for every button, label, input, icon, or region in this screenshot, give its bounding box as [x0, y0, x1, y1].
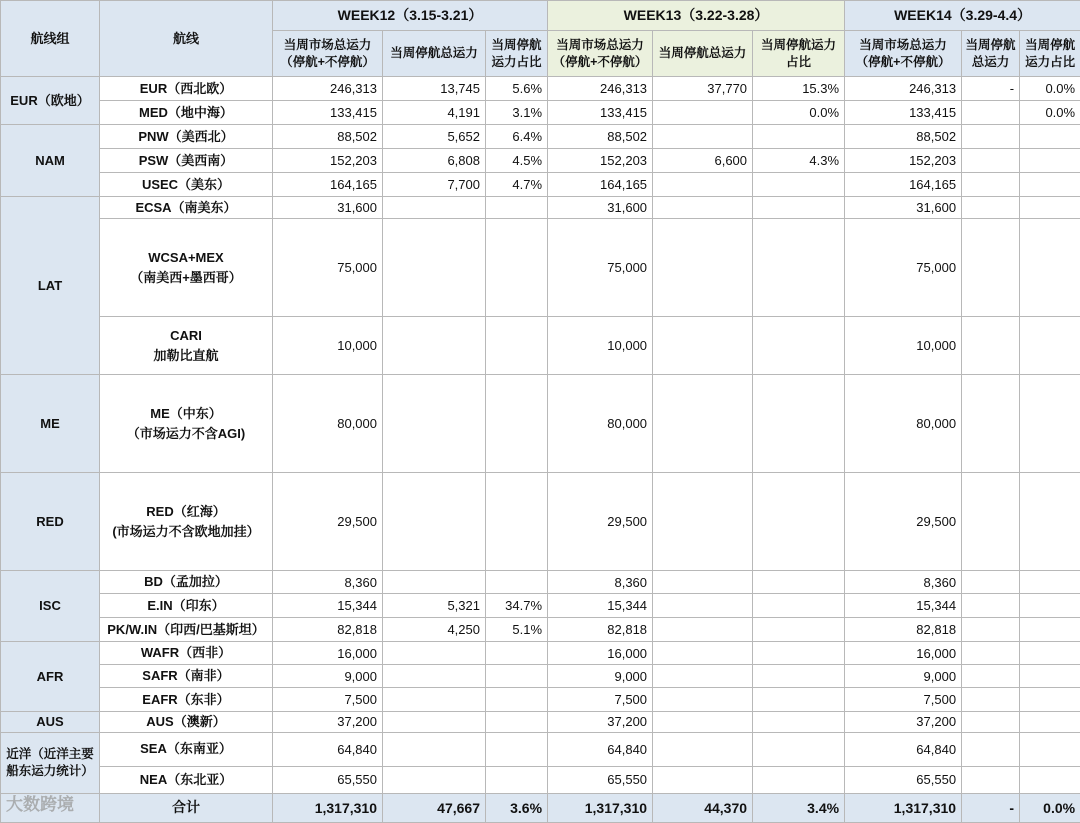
cell: 164,165 [548, 173, 653, 197]
cell [1020, 642, 1080, 665]
header-w13-ratio: 当周停航运力占比 [753, 31, 845, 77]
cell: 65,550 [273, 766, 383, 793]
cell [653, 173, 753, 197]
cell [962, 219, 1020, 317]
route-desc: (市场运力不含欧地加挂） [104, 522, 268, 542]
cell [383, 219, 486, 317]
cell [653, 101, 753, 125]
cell [653, 642, 753, 665]
table-row [1, 571, 1080, 594]
cell: 164,165 [845, 173, 962, 197]
table-row [1, 149, 1080, 173]
header-w13-suspended: 当周停航总运力 [653, 31, 753, 77]
cell [962, 712, 1020, 733]
cell [962, 473, 1020, 571]
cell [962, 642, 1020, 665]
cell: 75,000 [845, 219, 962, 317]
cell: 13,745 [383, 77, 486, 101]
table-row [1, 219, 1080, 317]
header-w14-suspended: 当周停航总运力 [962, 31, 1020, 77]
group-label: ME [1, 375, 100, 473]
group-label: AUS [1, 712, 100, 733]
cell [653, 618, 753, 642]
route-label [100, 317, 273, 375]
table-row [1, 317, 1080, 375]
cell: 64,840 [273, 732, 383, 766]
cell [1020, 473, 1080, 571]
table-row [1, 732, 1080, 766]
route-desc: （市场运力不含AGI) [104, 424, 268, 444]
cell: 246,313 [273, 77, 383, 101]
cell: 16,000 [548, 642, 653, 665]
cell: - [962, 77, 1020, 101]
cell: 164,165 [273, 173, 383, 197]
cell [753, 618, 845, 642]
cell: 6,808 [383, 149, 486, 173]
cell [753, 665, 845, 688]
total-cell: 44,370 [653, 793, 753, 822]
cell [1020, 375, 1080, 473]
cell [653, 688, 753, 712]
route-label: WAFR（西非） [100, 642, 273, 665]
cell [753, 197, 845, 219]
cell: 31,600 [845, 197, 962, 219]
cell [753, 317, 845, 375]
cell: 4.3% [753, 149, 845, 173]
cell: 7,500 [845, 688, 962, 712]
cell [486, 665, 548, 688]
cell: 7,500 [548, 688, 653, 712]
cell [383, 375, 486, 473]
cell: 6,600 [653, 149, 753, 173]
table-row [1, 125, 1080, 149]
total-row [1, 793, 1080, 822]
cell: 65,550 [845, 766, 962, 793]
cell: 6.4% [486, 125, 548, 149]
cell [962, 688, 1020, 712]
route-code: RED（红海） [104, 502, 268, 522]
cell [383, 665, 486, 688]
cell [1020, 766, 1080, 793]
route-label: ECSA（南美东） [100, 197, 273, 219]
route-code: ME（中东） [104, 404, 268, 424]
cell: 10,000 [548, 317, 653, 375]
table-row [1, 665, 1080, 688]
cell: 9,000 [273, 665, 383, 688]
header-w12-ratio: 当周停航运力占比 [486, 31, 548, 77]
cell: 80,000 [845, 375, 962, 473]
cell [653, 732, 753, 766]
cell [653, 571, 753, 594]
cell [962, 618, 1020, 642]
cell: 64,840 [548, 732, 653, 766]
route-label: BD（孟加拉） [100, 571, 273, 594]
route-label: PSW（美西南） [100, 149, 273, 173]
cell: 8,360 [845, 571, 962, 594]
total-cell: - [962, 793, 1020, 822]
group-label: ISC [1, 571, 100, 642]
cell [1020, 618, 1080, 642]
cell: 75,000 [273, 219, 383, 317]
cell: 80,000 [273, 375, 383, 473]
cell: 3.1% [486, 101, 548, 125]
header-w14-total: 当周市场总运力（停航+不停航） [845, 31, 962, 77]
cell: 0.0% [753, 101, 845, 125]
cell: 8,360 [548, 571, 653, 594]
total-cell: 1,317,310 [548, 793, 653, 822]
cell [486, 766, 548, 793]
cell: 10,000 [845, 317, 962, 375]
cell [486, 712, 548, 733]
cell: 4,250 [383, 618, 486, 642]
cell [962, 665, 1020, 688]
cell: 0.0% [1020, 101, 1080, 125]
cell: 64,840 [845, 732, 962, 766]
cell [1020, 317, 1080, 375]
cell [1020, 149, 1080, 173]
cell [962, 101, 1020, 125]
cell: 9,000 [548, 665, 653, 688]
cell: 5.1% [486, 618, 548, 642]
cell: 65,550 [548, 766, 653, 793]
cell [753, 173, 845, 197]
cell: 4,191 [383, 101, 486, 125]
cell [653, 766, 753, 793]
header-route-group: 航线组 [1, 1, 100, 77]
route-label: AUS（澳新） [100, 712, 273, 733]
cell: 5,652 [383, 125, 486, 149]
cell: 4.7% [486, 173, 548, 197]
cell: 152,203 [548, 149, 653, 173]
route-label [100, 219, 273, 317]
group-label: EUR（欧地） [1, 77, 100, 125]
cell [753, 766, 845, 793]
total-label: 合计 [100, 793, 273, 822]
cell [486, 473, 548, 571]
header-w12-suspended: 当周停航总运力 [383, 31, 486, 77]
cell [753, 642, 845, 665]
route-label: USEC（美东） [100, 173, 273, 197]
route-label [100, 473, 273, 571]
cell [653, 125, 753, 149]
route-label: SAFR（南非） [100, 665, 273, 688]
cell: 34.7% [486, 594, 548, 618]
cell: 29,500 [548, 473, 653, 571]
cell [1020, 594, 1080, 618]
route-label: NEA（东北亚） [100, 766, 273, 793]
cell: 37,770 [653, 77, 753, 101]
cell [753, 688, 845, 712]
cell [962, 732, 1020, 766]
route-label: SEA（东南亚） [100, 732, 273, 766]
cell [962, 375, 1020, 473]
table-row [1, 473, 1080, 571]
cell: 82,818 [273, 618, 383, 642]
cell [383, 571, 486, 594]
table-row [1, 712, 1080, 733]
cell [753, 219, 845, 317]
cell [486, 197, 548, 219]
group-label: 近洋（近洋主要船东运力统计） [1, 732, 100, 793]
table-row [1, 688, 1080, 712]
cell [962, 149, 1020, 173]
table-row [1, 642, 1080, 665]
header-week14: WEEK14（3.29-4.4） [845, 1, 1080, 31]
cell [1020, 712, 1080, 733]
cell: 7,500 [273, 688, 383, 712]
cell [383, 688, 486, 712]
cell: 75,000 [548, 219, 653, 317]
cell [753, 125, 845, 149]
cell [962, 197, 1020, 219]
cell [383, 197, 486, 219]
cell [486, 688, 548, 712]
cell: 0.0% [1020, 77, 1080, 101]
watermark-logo [6, 790, 74, 815]
cell [753, 571, 845, 594]
route-code: CARI [104, 326, 268, 346]
cell [486, 732, 548, 766]
cell: 16,000 [845, 642, 962, 665]
cell [753, 732, 845, 766]
cell [653, 665, 753, 688]
cell: 9,000 [845, 665, 962, 688]
cell [653, 473, 753, 571]
route-label: PNW（美西北） [100, 125, 273, 149]
cell [383, 732, 486, 766]
total-cell: 1,317,310 [845, 793, 962, 822]
cell [383, 712, 486, 733]
cell: 246,313 [845, 77, 962, 101]
total-cell: 0.0% [1020, 793, 1080, 822]
header-w12-total: 当周市场总运力（停航+不停航） [273, 31, 383, 77]
cell [653, 197, 753, 219]
cell [1020, 197, 1080, 219]
cell: 133,415 [273, 101, 383, 125]
cell [486, 219, 548, 317]
cell [753, 375, 845, 473]
route-desc: （南美西+墨西哥） [104, 268, 268, 288]
cell: 5.6% [486, 77, 548, 101]
cell: 37,200 [548, 712, 653, 733]
cell: 10,000 [273, 317, 383, 375]
table-row [1, 101, 1080, 125]
route-label: EAFR（东非） [100, 688, 273, 712]
route-label [100, 375, 273, 473]
table-row [1, 375, 1080, 473]
total-cell: 47,667 [383, 793, 486, 822]
group-label: NAM [1, 125, 100, 197]
cell: 133,415 [548, 101, 653, 125]
header-week13: WEEK13（3.22-3.28） [548, 1, 845, 31]
cell: 88,502 [845, 125, 962, 149]
cell: 88,502 [273, 125, 383, 149]
cell: 246,313 [548, 77, 653, 101]
route-label: PK/W.IN（印西/巴基斯坦） [100, 618, 273, 642]
cell [383, 473, 486, 571]
cell [1020, 125, 1080, 149]
cell [653, 317, 753, 375]
table-row [1, 618, 1080, 642]
cell [1020, 571, 1080, 594]
cell [753, 712, 845, 733]
header-week12: WEEK12（3.15-3.21） [273, 1, 548, 31]
route-label: MED（地中海） [100, 101, 273, 125]
header-w14-ratio: 当周停航运力占比 [1020, 31, 1080, 77]
cell [653, 219, 753, 317]
table-row [1, 766, 1080, 793]
cell: 7,700 [383, 173, 486, 197]
cell: 152,203 [273, 149, 383, 173]
group-label: RED [1, 473, 100, 571]
cell: 31,600 [548, 197, 653, 219]
cell: 152,203 [845, 149, 962, 173]
header-w13-total: 当周市场总运力（停航+不停航） [548, 31, 653, 77]
cell: 82,818 [548, 618, 653, 642]
cell: 80,000 [548, 375, 653, 473]
cell: 133,415 [845, 101, 962, 125]
cell [962, 317, 1020, 375]
table-row [1, 197, 1080, 219]
watermark-text: 大数跨境 [6, 795, 74, 814]
cell [383, 317, 486, 375]
route-code: WCSA+MEX [104, 248, 268, 268]
group-label: LAT [1, 197, 100, 375]
table-row [1, 594, 1080, 618]
table-row [1, 173, 1080, 197]
cell: 37,200 [845, 712, 962, 733]
cell [653, 712, 753, 733]
cell: 15.3% [753, 77, 845, 101]
cell: 37,200 [273, 712, 383, 733]
cell: 8,360 [273, 571, 383, 594]
cell: 16,000 [273, 642, 383, 665]
cell [653, 594, 753, 618]
cell: 5,321 [383, 594, 486, 618]
cell [962, 173, 1020, 197]
cell [486, 317, 548, 375]
cell: 15,344 [548, 594, 653, 618]
cell [962, 594, 1020, 618]
cell [383, 642, 486, 665]
cell [1020, 173, 1080, 197]
cell: 15,344 [273, 594, 383, 618]
route-label: E.IN（印东） [100, 594, 273, 618]
total-cell: 3.4% [753, 793, 845, 822]
cell [962, 571, 1020, 594]
cell [383, 766, 486, 793]
cell: 4.5% [486, 149, 548, 173]
cell: 88,502 [548, 125, 653, 149]
cell: 15,344 [845, 594, 962, 618]
total-cell: 1,317,310 [273, 793, 383, 822]
route-label: EUR（西北欧） [100, 77, 273, 101]
cell [1020, 219, 1080, 317]
cell [753, 473, 845, 571]
total-cell: 3.6% [486, 793, 548, 822]
cell [962, 766, 1020, 793]
cell [1020, 688, 1080, 712]
route-desc: 加勒比直航 [104, 346, 268, 366]
cell [486, 642, 548, 665]
cell: 29,500 [845, 473, 962, 571]
cell: 31,600 [273, 197, 383, 219]
cell [753, 594, 845, 618]
cell [486, 375, 548, 473]
cell: 82,818 [845, 618, 962, 642]
header-route: 航线 [100, 1, 273, 77]
cell [1020, 732, 1080, 766]
cell: 29,500 [273, 473, 383, 571]
table-row [1, 77, 1080, 101]
cell [1020, 665, 1080, 688]
cell [486, 571, 548, 594]
cell [653, 375, 753, 473]
group-label: AFR [1, 642, 100, 712]
cell [962, 125, 1020, 149]
